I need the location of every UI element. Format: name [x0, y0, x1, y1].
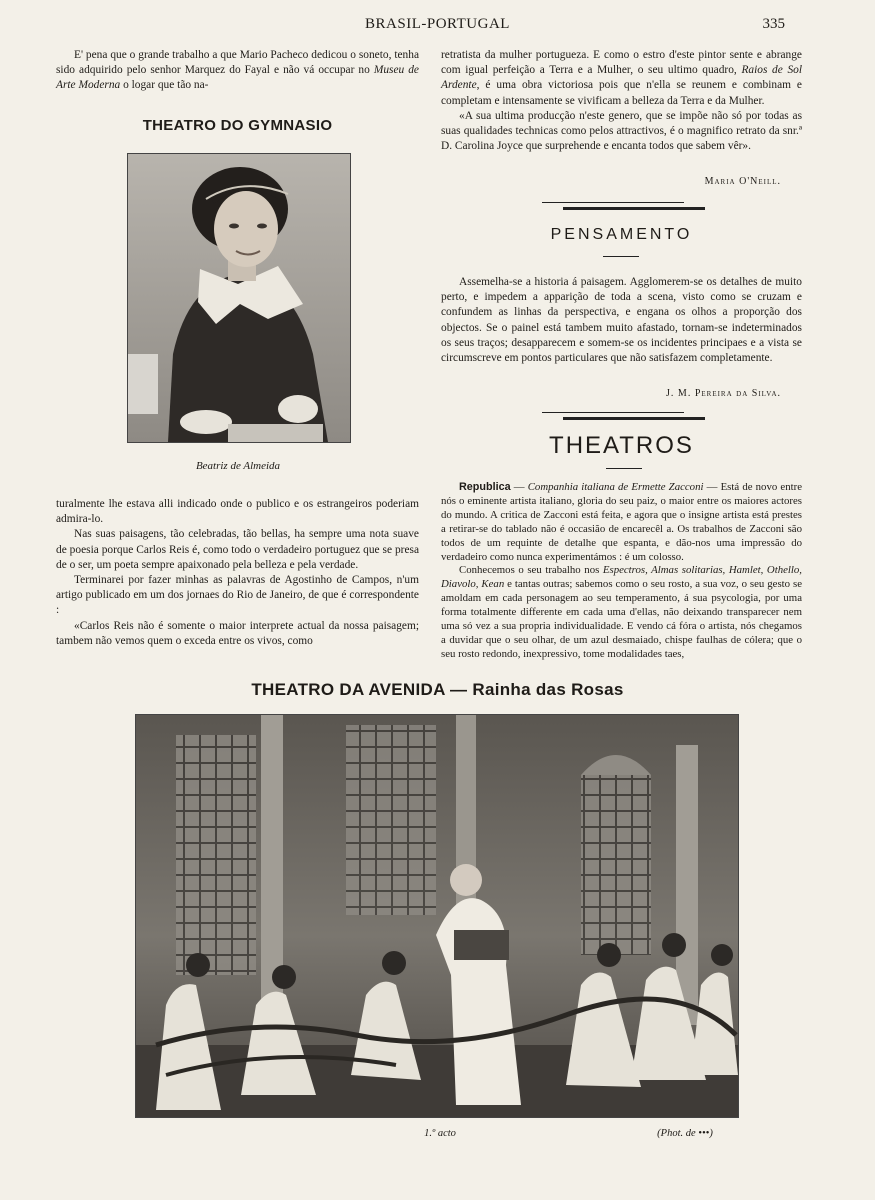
rule-short-1: [603, 256, 639, 257]
theatre-name-republica: Republica: [459, 481, 511, 493]
portrait-caption: Beatriz de Almeida: [195, 460, 281, 472]
portrait-photo: [127, 153, 351, 443]
company-name: Companhia italiana de Ermette Zacconi: [527, 481, 704, 493]
heading-theatro-avenida: THEATRO DA AVENIDA — Rainha das Rosas: [251, 680, 624, 699]
pensamento-text: Assemelha-se a historia á paisagem. Agglomerem-se os detalhes de muito perto, e impedem a apparição de toda a scena, visto como se cruzam e confundem as linhas da perspectiva, e engana os olhos a proporção dos objectos. Se o painel está tambem muito afastado, tornam-se indeterminados os seus traços; desapparecem e somem-se os incidentes principaes e a vista se circumscreve em pontos particulares que não satisfazem completamente.: [441, 276, 802, 365]
left-paragraph-5: «Carlos Reis não é somente o maior interprete actual da nossa paisagem; tambem não vemos quem o exceda entre os vivos, como: [56, 619, 419, 647]
left-p1-text-b: o logar que tão na-: [120, 79, 209, 92]
portrait-illustration: [128, 154, 350, 442]
right-p1-text-a: retratista da mulher portugueza. E como o estro d'este pintor sente e abrange com igual perfeição a Terra e a Mulher, o seu ultimo quadro,: [441, 49, 802, 77]
left-paragraph-2: turalmente lhe estava alli indicado onde o publico e os estrangeiros poderiam admira-lo.: [56, 498, 419, 526]
heading-pensamento: PENSAMENTO: [550, 226, 693, 243]
dash-1: —: [510, 481, 528, 493]
caption-photographer: (Phot. de •••): [657, 1128, 713, 1139]
play-titles: Espectros, Almas solitarias, Hamlet, Othello, Diavolo, Kean: [441, 564, 802, 591]
stage-photo: [135, 714, 739, 1118]
rule-thick-1: [563, 207, 705, 210]
right-p1-italic: Raios de Sol Ardente: [441, 64, 802, 92]
left-paragraph-4: Terminarei por fazer minhas as palavras de Agostinho de Campos, n'um artigo publicado em um dos jornaes do Rio de Janeiro, de que é correspondente :: [56, 574, 419, 617]
signature-maria-oneill: Maria O'Neill.: [704, 176, 781, 187]
left-paragraph-1: [56, 48, 419, 94]
left-paragraph-3: Nas suas paisagens, tão celebradas, tão bellas, ha sempre uma nota suave de poesia porque Carlos Reis é, como todo o verdadeiro portuguez que se presa de o ser, um poeta sempre apaixonado pela belleza e pela verdade.: [56, 528, 419, 571]
rule-thin-2: [542, 412, 684, 413]
theatros-p1-rest: — Está de novo entre nós o eminente artista italiano, gloria do seu paiz, o maior entre os maiores actores do mundo. A critica de Zacconi está feita, e agora que o insigne artista está prestes a retirar-se do tablado não é occasião de encarecêl a. Os trabalhos de Zacconi são todos de um requinte de detalhe que espanta, e dão-nos uma impressão do verdadeiro como nunca experimentámos : é um colosso.: [441, 481, 802, 563]
theatros-text: [441, 481, 802, 662]
left-p1-text-a: E' pena que o grande trabalho a que Mario Pacheco dedicou o soneto, tenha sido adquirido pelo senhor Marquez do Fayal e não vá occupar no: [56, 49, 419, 77]
rule-thick-2: [563, 417, 705, 420]
left-text-block: [56, 497, 419, 649]
heading-theatro-gymnasio: THEATRO DO GYMNASIO: [142, 117, 333, 134]
signature-pereira-silva: J. M. Pereira da Silva.: [666, 388, 781, 399]
theatros-paragraph-1: [441, 481, 802, 564]
right-text-top: [441, 48, 802, 154]
stage-illustration: [136, 715, 738, 1117]
left-p1-italic: Museu de Arte Moderna: [56, 64, 419, 92]
theatros-p2-a: Conhecemos o seu trabalho nos: [459, 564, 603, 577]
running-title: BRASIL-PORTUGAL: [365, 16, 510, 32]
right-p1-text-b: , é uma obra victoriosa pois que n'ella se reunem e combinam e completam e intensamente se vivificam a belleza da Terra e da Mulher.: [441, 79, 802, 107]
theatros-p2-b: e tantas outras; sabemos como o seu rosto, a sua voz, o seu gesto se amoldam em cada personagem ao seu temperamento, á sua psycologia, por uma forma totalmente differente em cada uma d'ellas, não deixando transparecer nem uma só vez a sua propria individualidade. E vendo cá fóra o artista, nós chegamos a duvidar que o seu olhar, de um azul desmaiado, chispe faulhas de cólera; que o seu rosto redondo, inexpressivo, tome modalidades taes,: [441, 578, 802, 660]
rule-thin-1: [542, 202, 684, 203]
caption-act: 1.º acto: [424, 1128, 456, 1139]
rule-short-2: [606, 468, 642, 469]
right-paragraph-1: [441, 48, 802, 109]
heading-theatros: THEATROS: [549, 432, 694, 459]
theatros-paragraph-2: [441, 564, 802, 661]
running-header: [0, 14, 875, 38]
page-number: 335: [762, 16, 785, 32]
right-paragraph-2: «A sua ultima producção n'este genero, que se impõe não só por todas as suas qualidades technicas como pelos attractivos, é o magnifico retrato da snr.ª D. Carolina Joyce que surprehende e encanta todos que sabem vêr».: [441, 109, 802, 153]
